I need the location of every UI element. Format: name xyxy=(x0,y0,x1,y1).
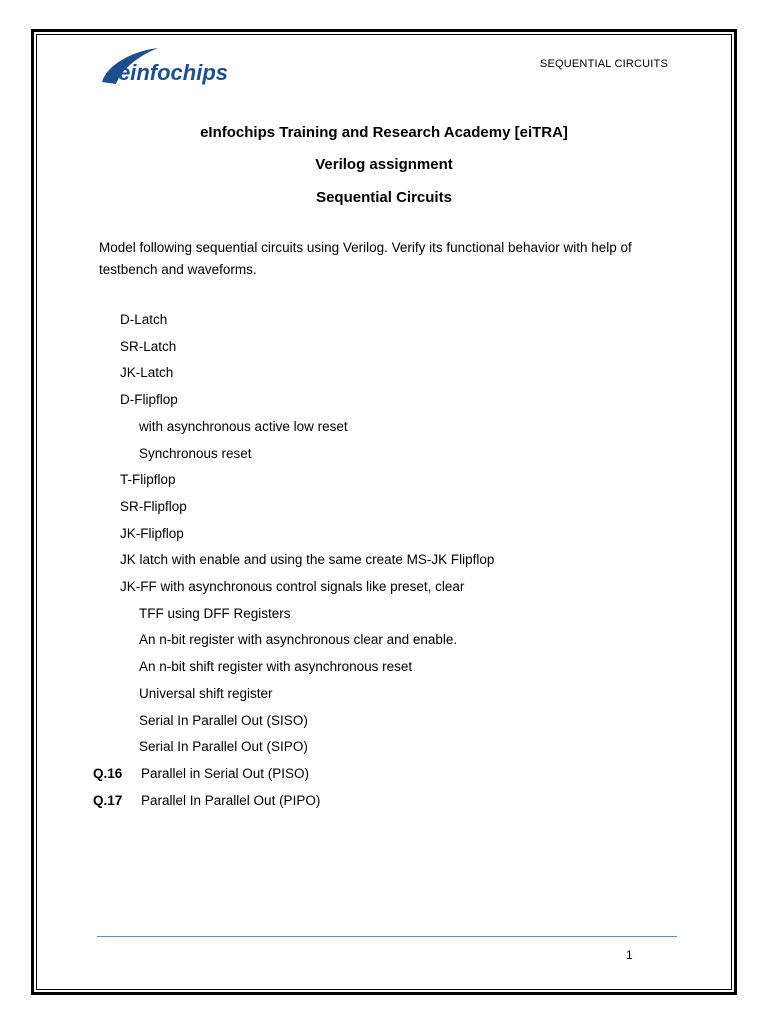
list-item: Serial In Parallel Out (SIPO) xyxy=(139,739,308,754)
list-item: SR-Flipflop xyxy=(120,499,187,514)
question-label: Q.17 xyxy=(93,793,123,808)
list-item: JK-Flipflop xyxy=(120,526,184,541)
header-section-label: SEQUENTIAL CIRCUITS xyxy=(539,58,668,70)
list-item: Serial In Parallel Out (SISO) xyxy=(139,713,308,728)
assignment-title: Verilog assignment xyxy=(315,156,453,173)
academy-title: eInfochips Training and Research Academy [eiTRA] xyxy=(200,124,568,141)
topic-title: Sequential Circuits xyxy=(316,189,452,206)
list-item: with asynchronous active low reset xyxy=(139,419,348,434)
question-text: Parallel In Parallel Out (PIPO) xyxy=(141,793,321,808)
list-item: Synchronous reset xyxy=(139,446,252,461)
list-item: JK-Latch xyxy=(120,365,174,380)
list-item: JK latch with enable and using the same create MS-JK Flipflop xyxy=(120,552,495,567)
list-item: An n-bit shift register with asynchronous reset xyxy=(139,659,413,674)
question-text: Parallel in Serial Out (PISO) xyxy=(141,766,310,781)
list-item: TFF using DFF Registers xyxy=(139,606,291,621)
list-item: SR-Latch xyxy=(120,339,177,354)
footer-divider xyxy=(97,936,677,937)
question-label: Q.16 xyxy=(93,766,123,781)
list-item: An n-bit register with asynchronous clear and enable. xyxy=(139,632,458,647)
list-item: D-Latch xyxy=(120,312,168,327)
page-number: 1 xyxy=(626,948,633,962)
einfochips-logo xyxy=(98,44,228,90)
list-item: Universal shift register xyxy=(139,686,273,701)
list-item: JK-FF with asynchronous control signals like preset, clear xyxy=(120,579,465,594)
logo-text: einfochips xyxy=(118,60,228,85)
list-item: T-Flipflop xyxy=(120,472,176,487)
list-item: D-Flipflop xyxy=(120,392,178,407)
intro-paragraph: Model following sequential circuits using Verilog. Verify its functional behavior with help of testbench and waveforms. xyxy=(99,240,632,277)
